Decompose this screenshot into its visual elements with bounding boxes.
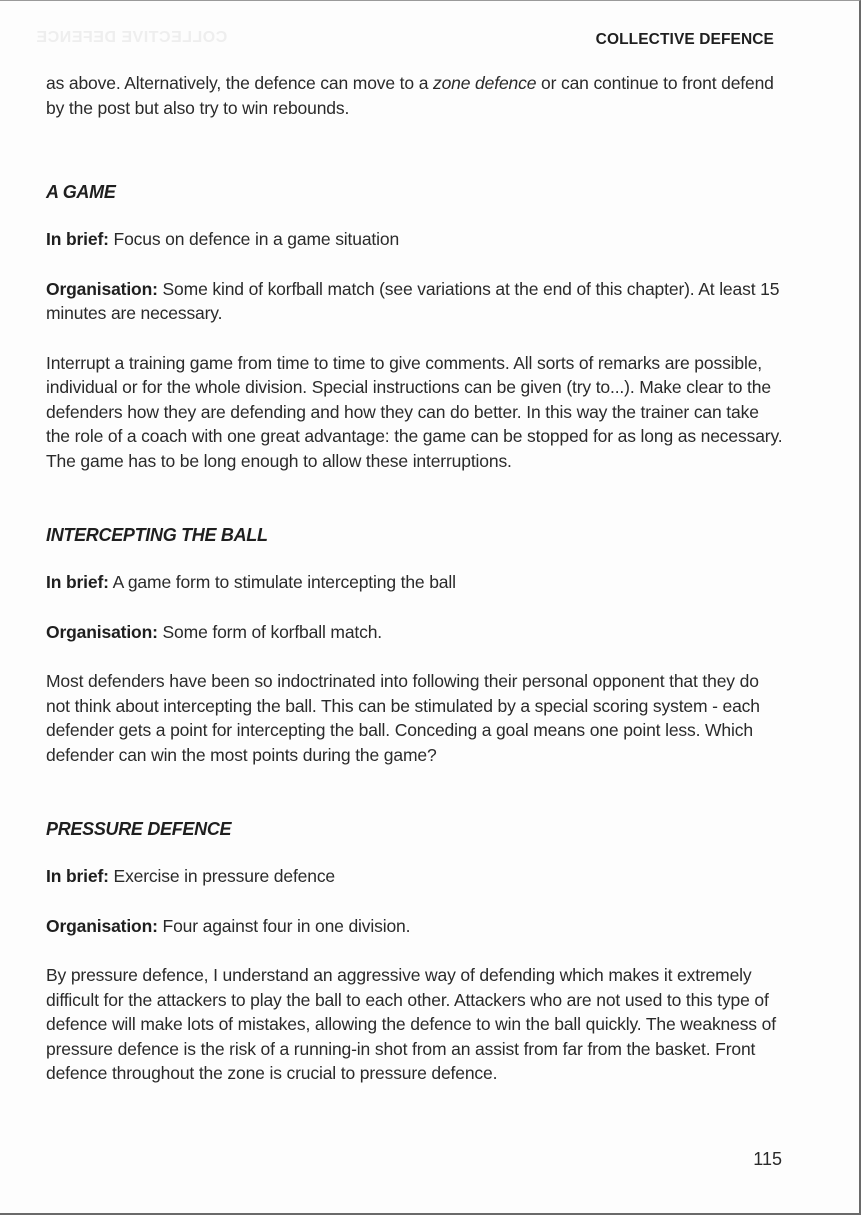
in-brief-line bbox=[46, 570, 786, 595]
intro-emphasis: zone defence bbox=[433, 73, 537, 93]
in-brief-label: In brief: bbox=[46, 866, 109, 886]
in-brief-label: In brief: bbox=[46, 572, 109, 592]
page-content bbox=[46, 71, 786, 1086]
section-body: Interrupt a training game from time to time to give comments. All sorts of remarks are possible, individual or for the whole division. Special instructions can be given (try to...). Make clear to the defenders how they are defending and how they can do better. In this way the trainer can take the role of a coach with one great advantage: the game can be stopped for as long as necessary. The game has to be long enough to allow these interruptions. bbox=[46, 352, 783, 471]
organisation-line bbox=[46, 277, 786, 326]
organisation-line bbox=[46, 914, 786, 939]
section-pressure-defence bbox=[46, 817, 786, 1086]
in-brief-text: Focus on defence in a game situation bbox=[113, 229, 400, 249]
intro-text-end: or can continue to front defend by the post but also try to win rebounds. bbox=[46, 73, 774, 118]
section-body: By pressure defence, I understand an aggressive way of defending which makes it extremely difficult for the attackers to play the ball to each other. Attackers who are not used to this type of defence will make lots of mistakes, allowing the defence to win the ball quickly. The weakness of pressure defence is the risk of a running-in shot from an assist from far from the basket. Front defence throughout the zone is crucial to pressure defence. bbox=[46, 965, 776, 1083]
section-title: A GAME bbox=[46, 182, 116, 202]
intro-text-start: as above. Alternatively, the defence can move to a bbox=[46, 73, 433, 93]
section-title: PRESSURE DEFENCE bbox=[46, 819, 232, 839]
in-brief-label: In brief: bbox=[46, 229, 109, 249]
in-brief-text: A game form to stimulate intercepting the ball bbox=[112, 572, 456, 592]
section-title: INTERCEPTING THE BALL bbox=[46, 525, 268, 545]
section-a-game bbox=[46, 180, 786, 473]
intro-paragraph bbox=[46, 71, 786, 120]
organisation-label: Organisation: bbox=[46, 621, 158, 642]
organisation-line bbox=[46, 620, 786, 645]
organisation-text: Some kind of korfball match (see variations at the end of this chapter). At least 15 minutes are necessary. bbox=[46, 278, 780, 323]
page-number: 115 bbox=[753, 1149, 782, 1169]
in-brief-line bbox=[46, 864, 786, 889]
organisation-text: Some form of korfball match. bbox=[162, 621, 383, 642]
running-head: COLLECTIVE DEFENCE bbox=[595, 31, 774, 48]
organisation-label: Organisation: bbox=[46, 915, 158, 936]
section-intercepting-the-ball bbox=[46, 523, 786, 767]
organisation-text: Four against four in one division. bbox=[162, 915, 411, 936]
organisation-label: Organisation: bbox=[46, 278, 158, 299]
in-brief-text: Exercise in pressure defence bbox=[113, 866, 336, 886]
show-through-text: COLLECTIVE DEFENCE bbox=[36, 29, 228, 46]
in-brief-line bbox=[46, 227, 786, 252]
section-body: Most defenders have been so indoctrinated into following their personal opponent that they do not think about intercepting the ball. This can be stimulated by a special scoring system - each defender gets a point for intercepting the ball. Conceding a goal means one point less. Which defender can win the most points during the game? bbox=[46, 671, 760, 765]
